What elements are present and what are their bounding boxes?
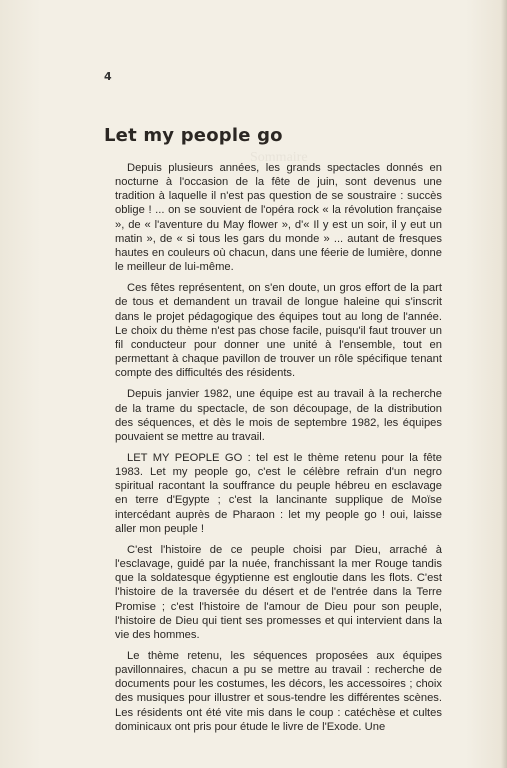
article-title: Let my people go [104,125,283,146]
paragraph-6: Le thème retenu, les séquences proposées aux équipes pavillonnaires, chacun a pu se mettre au travail : recherche de documents pour les costumes, les décors, les accessoires ; choix des musiques pour illustrer et sous-tendre les différentes scènes. Les résidents ont été vite mis dans le coup : catéchèse et cultes dominicaux ont pris pour étude le livre de l'Exode. Une [115,650,442,733]
article-body [115,161,442,734]
paragraph-3: Depuis janvier 1982, une équipe est au travail à la recherche de la trame du spectacle, de son découpage, de la distribution des séquences, et dès le mois de septembre 1982, les équipes pouvaient se mettre au travail. [115,388,442,443]
paragraph-2: Ces fêtes représentent, on s'en doute, un gros effort de la part de tous et demandent un travail de longue haleine qui s'inscrit dans le projet pédagogique des équipes tout au long de l'année. Le choix du thème n'est pas chose facile, puisqu'il faut trouver un fil conducteur pour donner une unité à l'ensemble, tout en permettant à chaque pavillon de trouver un rôle spécifique tenant compte des difficultés des résidents. [115,282,442,380]
page-number: 4 [104,70,112,83]
show-through-text: Sommaire [250,150,308,165]
paragraph-5: C'est l'histoire de ce peuple choisi par Dieu, arraché à l'esclavage, guidé par la nuée, franchissant la mer Rouge tandis que la soldatesque égyptienne est engloutie dans les flots. C'est l'histoire de la traversée du désert et de l'entrée dans la Terre Promise ; c'est l'histoire de l'amour de Dieu pour son peuple, l'histoire de Dieu qui tient ses promesses et qui intervient dans la vie des hommes. [115,543,442,641]
paragraph-1: Depuis plusieurs années, les grands spectacles donnés en nocturne à l'occasion de la fête de juin, sont devenus une tradition à laquelle il n'est pas question de se soustraire : succès oblige ! ... on se souvient de l'opéra rock « la révolution française », de « l'aventure du May flower », d'« Il y est un soir, il y eut un matin », de « si tous les gars du monde » ... autant de fresques hautes en couleurs où chacun, dans une féerie de lumière, donne le meilleur de lui-même. [115,162,442,274]
page-edge-shadow [501,0,507,768]
paragraph-4: LET MY PEOPLE GO : tel est le thème retenu pour la fête 1983. Let my people go, c'est le célèbre refrain d'un negro spiritual racontant la souffrance du peuple hébreu en esclavage en terre d'Egypte ; c'est la lancinante supplique de Moïse intercédant auprès de Pharaon : let my people go ! oui, laisse aller mon peuple ! [115,451,442,535]
